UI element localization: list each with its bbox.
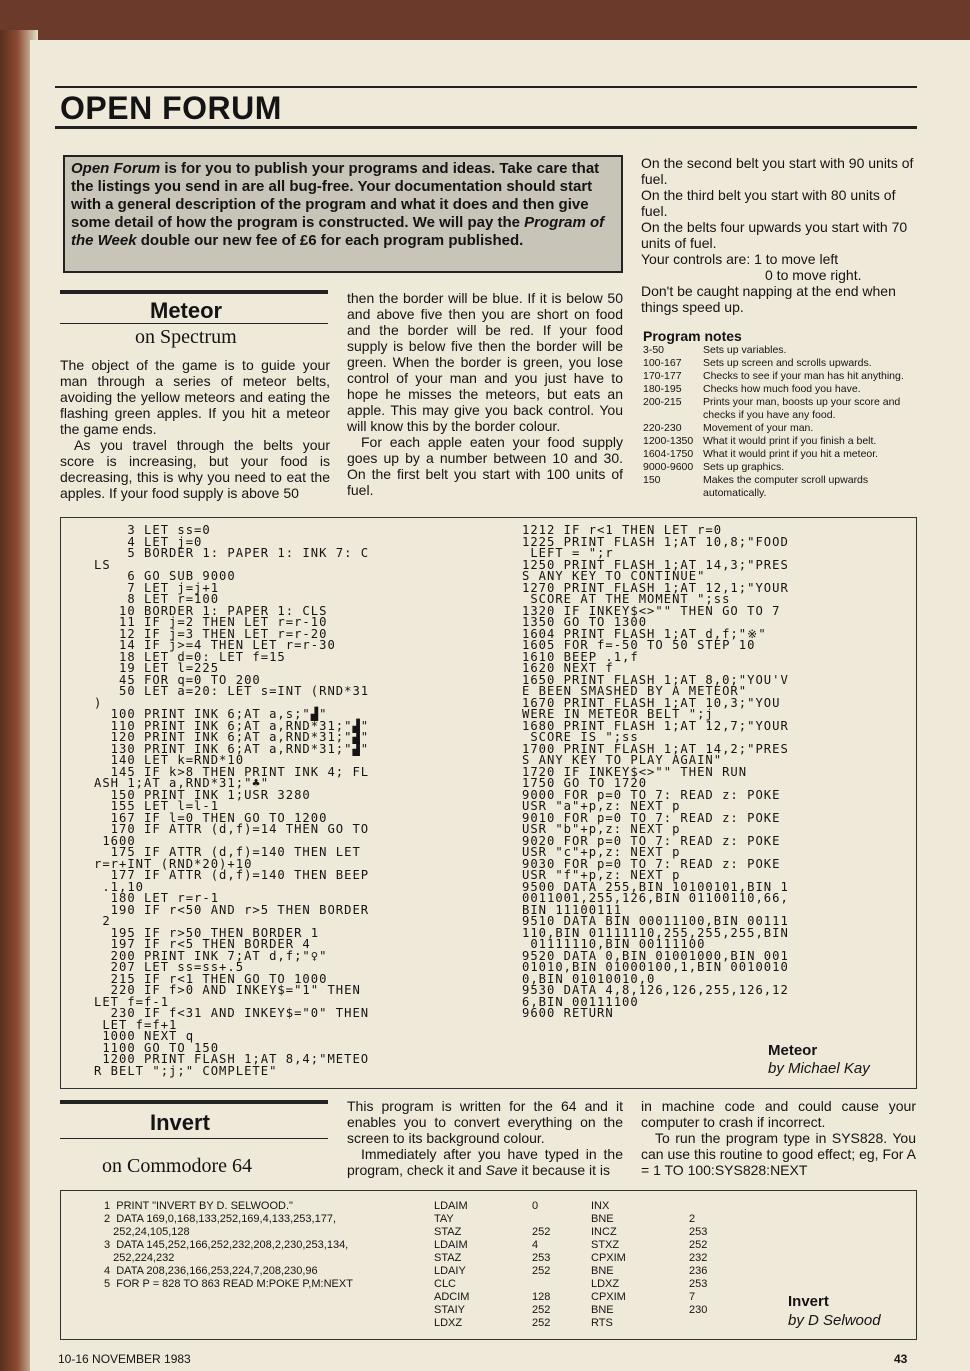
program-note-row bbox=[643, 344, 918, 357]
meteor-heading-rule bbox=[60, 290, 328, 294]
program-note-desc: What it would print if you finish a belt. bbox=[703, 435, 877, 447]
meteor-col2-p1: then the border will be blue. If it is below 50 and above five then you are short on food and the border will be red. If your food supply is below five then the border will be green. When the border is green, you lose control of your man and you just have to hope he misses the meteors, but eats an apple. This may give you back control. You will know this by the border colour. bbox=[347, 290, 623, 434]
program-note-lines: 180-195 bbox=[643, 383, 682, 395]
meteor-column-2 bbox=[347, 290, 623, 498]
program-note-desc: What it would print if you hit a meteor. bbox=[703, 448, 879, 460]
program-note-row bbox=[643, 474, 918, 500]
program-notes-title: Program notes bbox=[643, 328, 742, 344]
program-note-row bbox=[643, 448, 918, 461]
meteor-listing-left: 3 LET ss=0 4 LET j=0 5 BORDER 1: PAPER 1: INK 7: C LS 6 GO SUB 9000 7 LET j=j+1 8 LET r=100 10 BORDER 1: PAPER 1: CLS 11 IF j=2 THEN LET r=r-10 12 IF j=3 THEN LET r=r-20 14 IF j>=4 THEN LET r=r-30 18 LET d=0: LET f=15 19 LET l=225 45 FOR q=0 TO 200 50 LET a=20: LET s=INT (RND*31 ) 100 PRINT INK 6;AT a,s;"▟" 110 PRINT INK 6;AT a,RND*31;"▟" 120 PRINT INK 6;AT a,RND*31;"▟" 130 PRINT INK 6;AT a,RND*31;"▟" 140 LET k=RND*10 145 IF k>8 THEN PRINT INK 4; FL ASH 1;AT a,RND*31;"♣" 150 PRINT INK 1;USR 3280 155 LET l=l-1 167 IF l=0 THEN GO TO 1200 170 IF ATTR (d,f)=14 THEN GO TO 1600 175 IF ATTR (d,f)=140 THEN LET r=r+INT (RND*20)+10 177 IF ATTR (d,f)=140 THEN BEEP .1,10 180 LET r=r-1 190 IF r<50 AND r>5 THEN BORDER 2 195 IF r>50 THEN BORDER 1 197 IF r<5 THEN BORDER 4 200 PRINT INK 7;AT d,f;"♀" 207 LET ss=ss+.5 215 IF r<1 THEN GO TO 1000 220 IF f>0 AND INKEY$="1" THEN LET f=f-1 230 IF f<31 AND INKEY$="0" THEN LET f=f+1 1000 NEXT q 1100 GO TO 150 1200 PRINT FLASH 1;AT 8,4;"METEO R BELT ";j;" COMPLETE" bbox=[94, 523, 370, 1078]
meteor-column-3 bbox=[641, 155, 916, 315]
intro-potw: Program of the Week bbox=[71, 214, 605, 249]
footer-date: 10-16 NOVEMBER 1983 bbox=[58, 1352, 191, 1366]
invert-col2-p2: To run the program type in SYS828. You can use this routine to good effect; eg, For A = 1 TO 100:SYS828:NEXT bbox=[641, 1130, 916, 1178]
meteor-col2-p2: For each apple eaten your food supply goes up by a number between 10 and 30. On the first belt you start with 100 units of fuel. bbox=[347, 434, 623, 498]
invert-asm-ops-2: INX BNE INCZ STXZ CPXIM BNE LDXZ CPXIM BNE RTS bbox=[591, 1200, 626, 1329]
header-rule-bottom bbox=[55, 126, 917, 129]
meteor-col1-p1: The object of the game is to guide your man through a series of meteor belts, avoiding the yellow meteors and eating the flashing green apples. If you hit a meteor the game ends. bbox=[60, 357, 330, 437]
invert-asm-ops-1: LDAIM TAY STAZ LDAIM STAZ LDAIY CLC ADCIM STAIY LDXZ bbox=[434, 1200, 470, 1329]
program-note-lines: 9000-9600 bbox=[643, 461, 694, 473]
page-title: OPEN FORUM bbox=[60, 90, 282, 126]
program-note-desc: Checks to see if your man has hit anything. bbox=[703, 370, 904, 382]
intro-text-2: double our new fee of £6 for each program published. bbox=[136, 232, 524, 249]
invert-column-1 bbox=[347, 1098, 623, 1178]
meteor-sig-title: Meteor bbox=[768, 1042, 818, 1059]
invert-col1-save: Save bbox=[485, 1162, 518, 1178]
invert-basic-listing: 1 PRINT "INVERT BY D. SELWOOD." 2 DATA 169,0,168,133,252,169,4,133,253,177, 252,24,105,128 3 DATA 145,252,166,252,232,208,2,230,253,134, 252,224,232 4 DATA 208,236,166,253,224,7,208,230,96 5 FOR P = 828 TO 863 READ M:POKE P,M:NEXT bbox=[104, 1200, 353, 1290]
meteor-listing-right: 1212 IF r<1 THEN LET r=0 1225 PRINT FLASH 1;AT 10,8;"FOOD LEFT = ";r 1250 PRINT FLASH 1;AT 14,3;"PRES S ANY KEY TO CONTINUE" 1270 PRINT FLASH 1;AT 12,1;"YOUR SCORE AT THE MOMENT ";ss 1320 IF INKEY$<>"" THEN GO TO 7 1350 GO TO 1300 1604 PRINT FLASH 1;AT d,f;"※" 1605 FOR f=-50 TO 50 STEP 10 1610 BEEP .1,f 1620 NEXT f 1650 PRINT FLASH 1;AT 8,0;"YOU'V E BEEN SMASHED BY A METEOR" 1670 PRINT FLASH 1;AT 10,3;"YOU WERE IN METEOR BELT ";j 1680 PRINT FLASH 1;AT 12,7;"YOUR SCORE IS ";ss 1700 PRINT FLASH 1;AT 14,2;"PRES S ANY KEY TO PLAY AGAIN" 1720 IF INKEY$<>"" THEN RUN 1750 GO TO 1720 9000 FOR p=0 TO 7: READ z: POKE USR "a"+p,z: NEXT p 9010 FOR p=0 TO 7: READ z: POKE USR "b"+p,z: NEXT p 9020 FOR p=0 TO 7: READ z: POKE USR "c"+p,z: NEXT p 9030 FOR p=0 TO 7: READ z: POKE USR "f"+p,z: NEXT p 9500 DATA 255,BIN 10100101,BIN 1 0011001,255,126,BIN 01100110,66, BIN 11100111 9510 DATA BIN 00011100,BIN 00111 110,BIN 01111110,255,255,255,BIN 01111110,BIN 00111100 9520 DATA 0,BIN 01001000,BIN 001 01010,BIN 01000100,1,BIN 0010010 0,BIN 01010010,0 9530 DATA 4,8,126,126,255,126,12 6,BIN 00111100 9600 RETURN bbox=[522, 523, 789, 1020]
program-notes-list bbox=[643, 344, 918, 500]
invert-heading-underline bbox=[60, 1138, 328, 1139]
program-note-desc: Movement of your man. bbox=[703, 422, 814, 434]
invert-column-2 bbox=[641, 1098, 916, 1178]
program-note-row bbox=[643, 396, 918, 422]
invert-col1-p2b: it because it is bbox=[517, 1162, 611, 1178]
meteor-col3-p3: On the belts four upwards you start with 70 units of fuel. bbox=[641, 219, 908, 251]
program-note-row bbox=[643, 461, 918, 474]
meteor-col3-p5: 0 to move right. bbox=[765, 267, 862, 283]
program-note-row bbox=[643, 435, 918, 448]
meteor-sig-author: by Michael Kay bbox=[768, 1060, 870, 1077]
invert-asm-args-1: 0 252 4 253 252 128 252 252 bbox=[532, 1200, 551, 1329]
meteor-col1-p2: As you travel through the belts your score is increasing, but your food is decreasing, this is why you need to eat the apples. If your food supply is above 50 bbox=[60, 437, 330, 501]
meteor-heading: Meteor bbox=[150, 298, 223, 323]
invert-heading-rule bbox=[60, 1100, 328, 1104]
meteor-col3-p1: On the second belt you start with 90 units of fuel. bbox=[641, 155, 914, 187]
program-note-lines: 200-215 bbox=[643, 396, 682, 408]
meteor-col3-p6: Don't be caught napping at the end when things speed up. bbox=[641, 283, 896, 315]
program-note-desc: Sets up graphics. bbox=[703, 461, 785, 473]
invert-sig-title: Invert bbox=[788, 1293, 829, 1310]
program-note-lines: 170-177 bbox=[643, 370, 682, 382]
meteor-column-1 bbox=[60, 357, 330, 501]
program-note-desc: Checks how much food you have. bbox=[703, 383, 861, 395]
meteor-heading-underline bbox=[60, 323, 328, 324]
page-number: 43 bbox=[894, 1352, 908, 1366]
invert-platform: on Commodore 64 bbox=[102, 1155, 252, 1177]
program-note-lines: 150 bbox=[643, 474, 661, 486]
invert-col2-p1: in machine code and could cause your computer to crash if incorrect. bbox=[641, 1098, 916, 1130]
invert-heading: Invert bbox=[150, 1110, 210, 1135]
program-note-lines: 220-230 bbox=[643, 422, 682, 434]
program-note-lines: 1200-1350 bbox=[643, 435, 694, 447]
intro-text-1: is for you to publish your programs and ideas. Take care that the listings you send in are all bug-free. Your documentation should start with a general description of the program and what it does and then give some detail of how the program is constructed. We will pay the bbox=[71, 160, 600, 231]
header-rule-top bbox=[55, 86, 917, 88]
program-note-lines: 100-167 bbox=[643, 357, 682, 369]
program-note-desc: Makes the computer scroll upwards automatically. bbox=[703, 474, 869, 499]
program-note-row bbox=[643, 357, 918, 370]
meteor-platform: on Spectrum bbox=[135, 326, 237, 348]
program-note-row bbox=[643, 370, 918, 383]
meteor-col3-p2: On the third belt you start with 80 units of fuel. bbox=[641, 187, 896, 219]
program-note-lines: 3-50 bbox=[643, 344, 665, 356]
invert-sig-author: by D Selwood bbox=[788, 1312, 881, 1329]
program-note-desc: Prints your man, boosts up your score and checks if you have any food. bbox=[703, 396, 901, 421]
invert-col1-p2a: Immediately after you have typed in the program, check it and bbox=[347, 1146, 623, 1178]
program-note-row bbox=[643, 383, 918, 396]
invert-asm-args-2: 2 253 252 232 236 253 7 230 bbox=[689, 1213, 708, 1316]
program-note-desc: Sets up variables. bbox=[703, 344, 787, 356]
invert-col1-p1: This program is written for the 64 and it enables you to convert everything on the screen to its background colour. bbox=[347, 1098, 623, 1146]
intro-box bbox=[63, 155, 623, 273]
program-note-row bbox=[643, 422, 918, 435]
intro-lead: Open Forum bbox=[71, 160, 161, 177]
program-note-lines: 1604-1750 bbox=[643, 448, 694, 460]
program-note-desc: Sets up screen and scrolls upwards. bbox=[703, 357, 872, 369]
meteor-col3-p4: Your controls are: 1 to move left bbox=[641, 251, 839, 267]
